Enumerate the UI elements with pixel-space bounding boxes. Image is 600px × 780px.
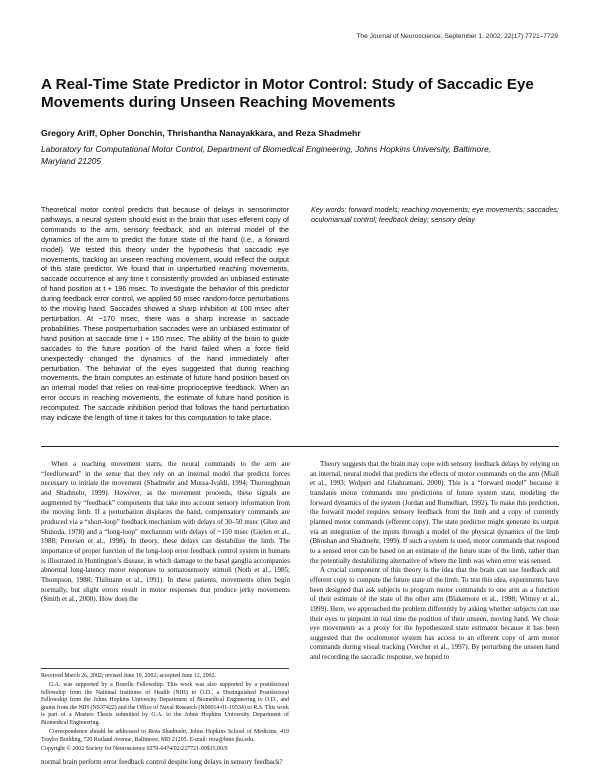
- body-paragraph: A crucial component of this theory is the idea that the brain can use feedback and efferent copy to compute the future state of the limb. To test this idea, experiments have been designed that ask subjects to program motor commands to one arm as a function of their estimate of the state of the other arm (Blakemore et al., 1998; Witney et al., 1999). Here, we approached the problem differently by asking whether subjects can use their eyes to pinpoint in real time the position of their unseen, moving hand. We chose eye movements as a proxy for the hypothesized state estimator because it has been suggested that the oculomotor system has access to an efferent copy of arm motor commands during visual tracking (Vercher et al., 1997). By perturbing the unseen hand and recording the saccadic response, we hoped to: [310, 566, 559, 662]
- abstract: [41, 206, 559, 442]
- footnotes: [41, 668, 289, 755]
- keywords-text: forward models; reaching movements; eye movements; saccades; oculomanual control; feedback delay; sensory delay: [311, 206, 559, 224]
- body-paragraph: When a reaching movement starts, the neural commands to the arm are “feedforward” in the sense that they rely on an internal model that predicts forces necessary to initiate the movement (Shadmehr and Mussa-Ivaldi, 1994; Thoroughman and Shadmehr, 1999). However, as the movement proceeds, these signals are augmented by “feedback” components that take into account sensory information from the moving limb. If a perturbation displaces the hand, compensatory commands are produced via a “short-loop” feedback mechanism with delays of 30–50 msec (Ghez and Shinoda, 1978) and a “long-loop” mechanism with delays of ~150 msec (Gielen et al., 1988; Petersen et al., 1998). In theory, these delays can destabilize the limb. The importance of proper function of the long-loop error feedback control system in humans is illustrated in Huntington’s disease, in which damage to the basal ganglia accompanies abnormal long-latency motor responses to somatosensory stimuli (Noth et al., 1985; Thompson, 1988; Thilmann et al., 1991). In these patients, movements often begin normally, but slight errors result in motor responses that produce jerky movements (Smith et al., 2000). How does the: [41, 460, 290, 604]
- keywords-line: [311, 206, 559, 226]
- author-list: Gregory Ariff, Opher Donchin, Thrishantha Nanayakkara, and Reza Shadmehr: [41, 128, 361, 138]
- keywords-label: Key words:: [311, 206, 347, 214]
- author-affiliation: Laboratory for Computational Motor Control, Department of Biomedical Engineering, Johns Hopkins University, Baltimore, Maryland 21205: [41, 144, 491, 166]
- body-paragraph: normal brain perform error feedback control despite long delays in sensory feedback?: [41, 758, 283, 766]
- copyright-line: Copyright © 2002 Society for Neuroscience 0270-6474/02/227721-09$15.00/0: [41, 745, 228, 752]
- running-header: The Journal of Neuroscience, September 1, 2002, 22(17):7721–7729: [356, 33, 558, 40]
- section-divider: [41, 446, 559, 447]
- received-dates: Received March 26, 2002; revised June 10, 2002; accepted June 12, 2002.: [41, 673, 216, 679]
- correspondence-note: Correspondence should be addressed to Reza Shadmehr, Johns Hopkins School of Medicine, 419 Traylor Building, 720 Rutland Avenue, Baltimore, MD 21205. E-mail: reza@bme.jhu.edu.: [41, 729, 289, 743]
- funding-note: G.A. was supported by a Bozelle Fellowship. This work was also supported by a postdoctoral fellowship from the National Institutes of Health (NIH) to O.D., a Distinguished Postdoctoral Fellowship from the Johns Hopkins University Department of Biomedical Engineering to O.D., and grants from the NIH (NS37422) and the Office of Naval Research (N00014-01-10534) to R.S. This work is part of a Masters Thesis submitted by G.A. to the Johns Hopkins University Department of Biomedical Engineering.: [41, 682, 289, 727]
- body-paragraph: Theory suggests that the brain may cope with sensory feedback delays by relying on an internal, neural model that predicts the effects of motor commands on the arm (Miall et al., 1993; Wolpert and Ghahramani, 2000). This is a “forward model” because it translates motor commands into predictions of future system state, modeling the forward dynamics of the system (Jordan and Rumelhart, 1992). To make this prediction, the forward model requires sensory feedback from the limb and a copy of currently planned motor commands (efferent copy). The state predictor might generate its output via an integration of the inputs through a model of the physical dynamics of the limb (Bhushan and Shadmehr, 1999). If such a system is used, motor commands that respond to a sensed error can be based on an estimate of the future state of the limb, rather than the potentially destabilizing alternative of where the limb was when error was sensed.: [310, 460, 559, 565]
- footnote-rule: [41, 668, 289, 669]
- abstract-text: Theoretical motor control predicts that because of delays in sensorimotor pathways, a neural system should exist in the brain that uses efferent copy of commands to the arm, sensory feedback, and an internal model of the dynamics of the arm to predict the future state of the hand (i.e., a forward model). We tested this theory under the hypothesis that saccadic eye movements, tracking an unseen reaching movement, would reflect the output of this state predictor. We found that in unperturbed reaching movements, saccade occurrence at any time t consistently provided an unbiased estimate of hand position at t + 196 msec. To investigate the behavior of this predictor during feedback error control, we applied 50 msec random-force perturbations to the moving hand. Saccades showed a sharp inhibition at 100 msec after perturbation. At ~170 msec, there was a sharp increase in saccade probabilities. These postperturbation saccades were an unbiased estimator of hand position at saccade time t + 150 msec. The ability of the brain to guide saccades to the future position of the hand failed when a force field unexpectedly changed the dynamics of the hand immediately after perturbation. The behavior of the eyes suggested that during reaching movements, the brain computes an estimate of future hand position based on an internal model that relies on real-time proprioceptive feedback. When an error occurs in reaching movements, the estimate of future hand position is recomputed. The saccade inhibition period that follows the hand perturbation may indicate the length of time it takes for this computation to take place.: [41, 206, 289, 423]
- article-title: A Real-Time State Predictor in Motor Control: Study of Saccadic Eye Movements during Unseen Reaching Movements: [41, 76, 534, 111]
